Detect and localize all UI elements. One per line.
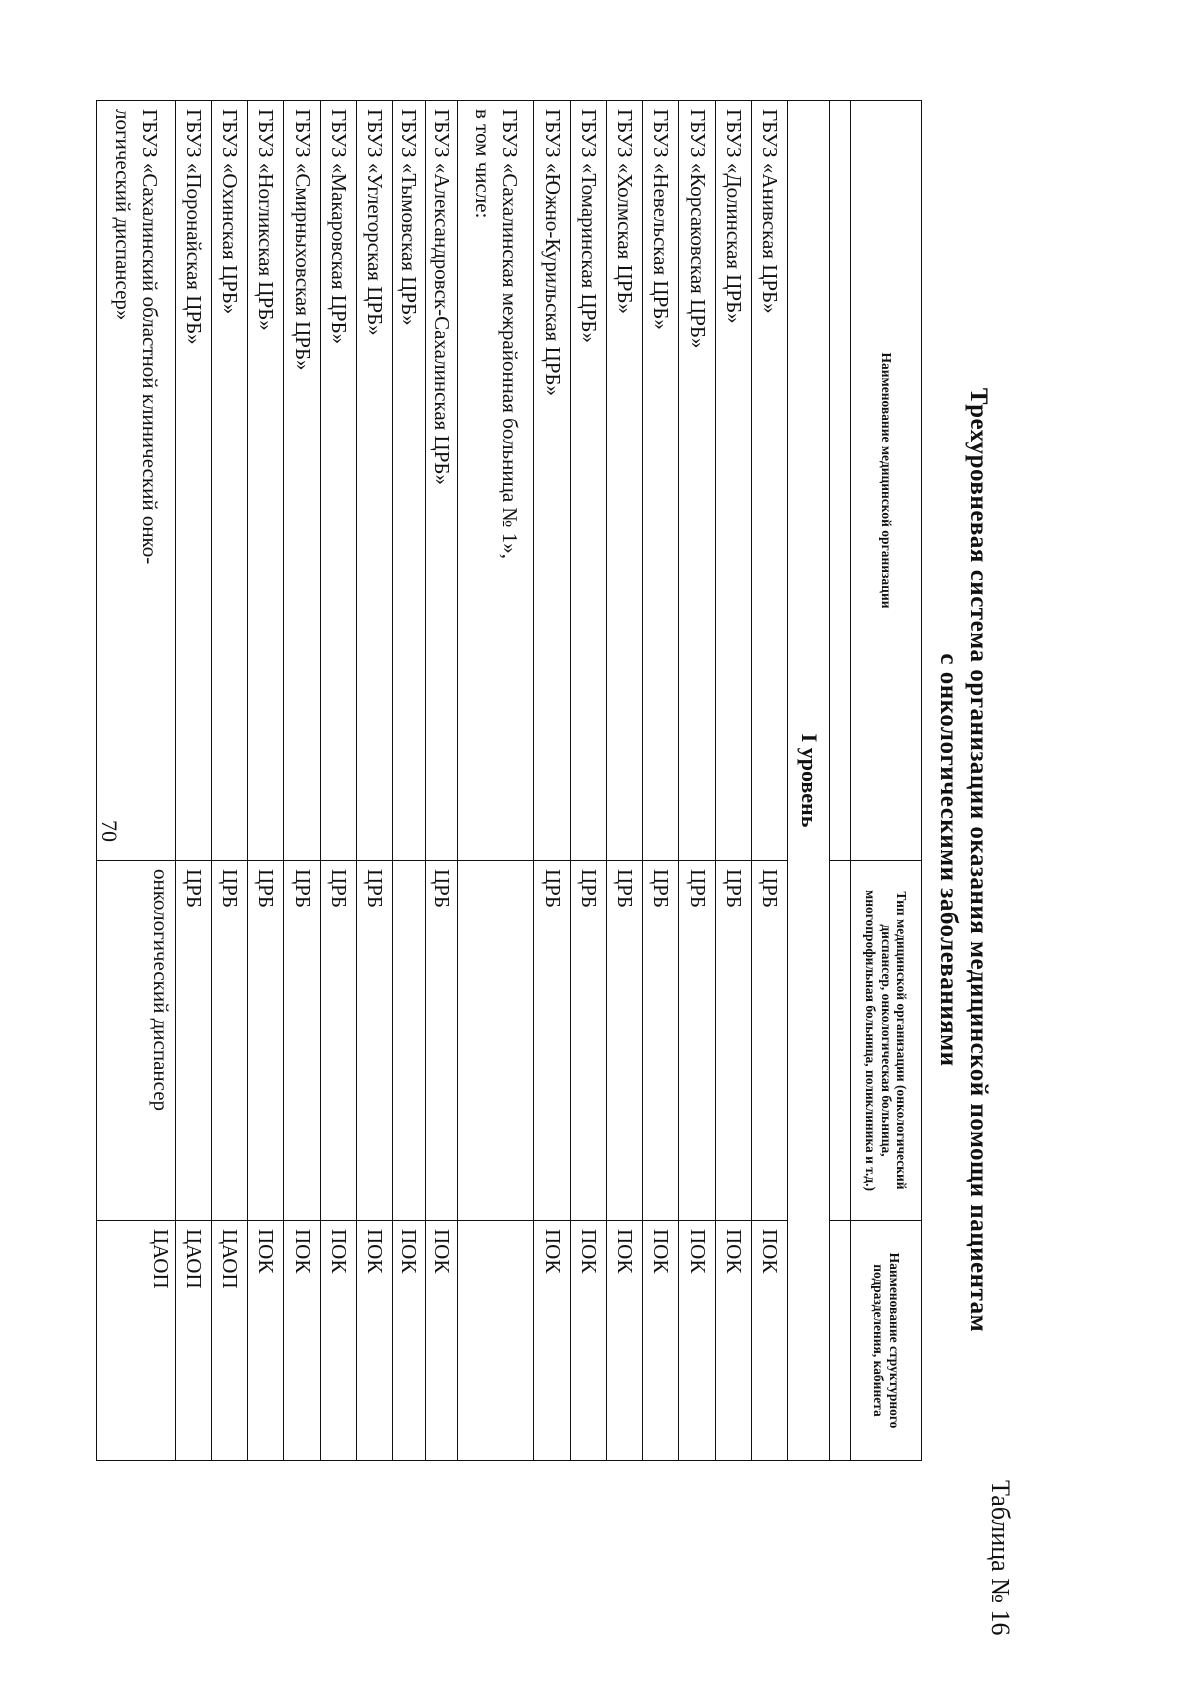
unit-name: ПОК [606, 1221, 642, 1461]
org-type: ЦРБ [175, 861, 211, 1221]
unit-name: ПОК [679, 1221, 715, 1461]
table-row [751, 101, 787, 1461]
document-subtitle: с онкологическими заболеваниями [935, 653, 962, 1067]
org-name: ГБУЗ «Долинская ЦРБ» [715, 101, 751, 861]
org-name: ГБУЗ «Корсаковская ЦРБ» [679, 101, 715, 861]
org-type: ЦРБ [320, 861, 356, 1221]
page-number: 70 [97, 820, 122, 842]
unit-name-empty [458, 1221, 534, 1461]
org-type: ЦРБ [534, 861, 570, 1221]
unit-name: ПОК [751, 1221, 787, 1461]
table-row [425, 101, 458, 1461]
dispensary-name-line1: ГБУЗ «Сахалинский областной клинический онко- [138, 109, 163, 565]
org-name: ГБУЗ «Макаровская ЦРБ» [320, 101, 356, 861]
org-type: ЦРБ [715, 861, 751, 1221]
unit-name: ЦАОП [97, 1221, 176, 1461]
table-row [606, 101, 642, 1461]
dispensary-name-cell [97, 101, 176, 861]
mrb-name-cell [458, 101, 534, 861]
org-name: ГБУЗ «Тымовская ЦРБ» [393, 101, 426, 861]
org-type-empty [393, 861, 426, 1221]
org-type: ЦРБ [570, 861, 606, 1221]
org-type: онкологический диспансер [97, 861, 176, 1221]
table-row [679, 101, 715, 1461]
unit-name: ПОК [356, 1221, 392, 1461]
org-name: ГБУЗ «Углегорская ЦРБ» [356, 101, 392, 861]
mrb-name: ГБУЗ «Сахалинская межрайонная больница № 1», [498, 109, 523, 559]
org-name: ГБУЗ «Анивская ЦРБ» [751, 101, 787, 861]
table-row-mrb [458, 101, 534, 1461]
org-type: ЦРБ [211, 861, 247, 1221]
org-type: ЦРБ [679, 861, 715, 1221]
org-type: ЦРБ [356, 861, 392, 1221]
table-row [570, 101, 606, 1461]
header-unit-name: Наименование структурного подразделения, кабинета [851, 1221, 922, 1461]
table-row [175, 101, 211, 1461]
organizations-table [96, 100, 922, 1461]
unit-name: ЦАОП [175, 1221, 211, 1461]
org-type: ЦРБ [606, 861, 642, 1221]
org-type-empty [458, 861, 534, 1221]
table-row [211, 101, 247, 1461]
org-name: ГБУЗ «Ногликская ЦРБ» [248, 101, 284, 861]
table-row [284, 101, 320, 1461]
unit-name: ПОК [284, 1221, 320, 1461]
unit-name: ЦАОП [211, 1221, 247, 1461]
table-row-dispensary [97, 101, 176, 1461]
org-type: ЦРБ [751, 861, 787, 1221]
org-name: ГБУЗ «Поронайская ЦРБ» [175, 101, 211, 861]
org-type: ЦРБ [284, 861, 320, 1221]
org-name: ГБУЗ «Южно-Курильская ЦРБ» [534, 101, 570, 861]
table-row [356, 101, 392, 1461]
table-row [393, 101, 426, 1461]
org-type: ЦРБ [248, 861, 284, 1221]
table-row [715, 101, 751, 1461]
document-title: Трехуровневая система организации оказания медицинской помощи пациентам [965, 387, 992, 1333]
unit-name: ПОК [425, 1221, 458, 1461]
unit-name: ПОК [643, 1221, 679, 1461]
table-header-row [851, 101, 922, 1461]
header-organization-name: Наименование медицинской организации [851, 101, 922, 861]
unit-name: ПОК [570, 1221, 606, 1461]
level-row [788, 101, 830, 1461]
unit-name: ПОК [715, 1221, 751, 1461]
org-name: ГБУЗ «Томаринская ЦРБ» [570, 101, 606, 861]
unit-name: ПОК [534, 1221, 570, 1461]
header-organization-type: Тип медицинской организации (онкологический диспансер, онкологическая больница, многопрофильная больница, поликлиника и т.д.) [851, 861, 922, 1221]
table-label: Таблица № 16 [986, 1480, 1015, 1636]
table-row [320, 101, 356, 1461]
table-row [643, 101, 679, 1461]
level-label: I уровень [788, 101, 830, 1461]
unit-name: ПОК [393, 1221, 426, 1461]
org-name: ГБУЗ «Охинская ЦРБ» [211, 101, 247, 861]
unit-name: ПОК [248, 1221, 284, 1461]
org-name: ГБУЗ «Смирныховская ЦРБ» [284, 101, 320, 861]
org-name: ГБУЗ «Холмская ЦРБ» [606, 101, 642, 861]
table-row [248, 101, 284, 1461]
dispensary-name-line2: логический диспансер» [110, 109, 135, 321]
including-label: в том числе: [470, 109, 495, 219]
org-type: ЦРБ [643, 861, 679, 1221]
org-type: ЦРБ [425, 861, 458, 1221]
unit-name: ПОК [320, 1221, 356, 1461]
table-row-empty [830, 101, 851, 1461]
org-name: ГБУЗ «Александровск-Сахалинская ЦРБ» [425, 101, 458, 861]
org-name: ГБУЗ «Невельская ЦРБ» [643, 101, 679, 861]
table-row [534, 101, 570, 1461]
